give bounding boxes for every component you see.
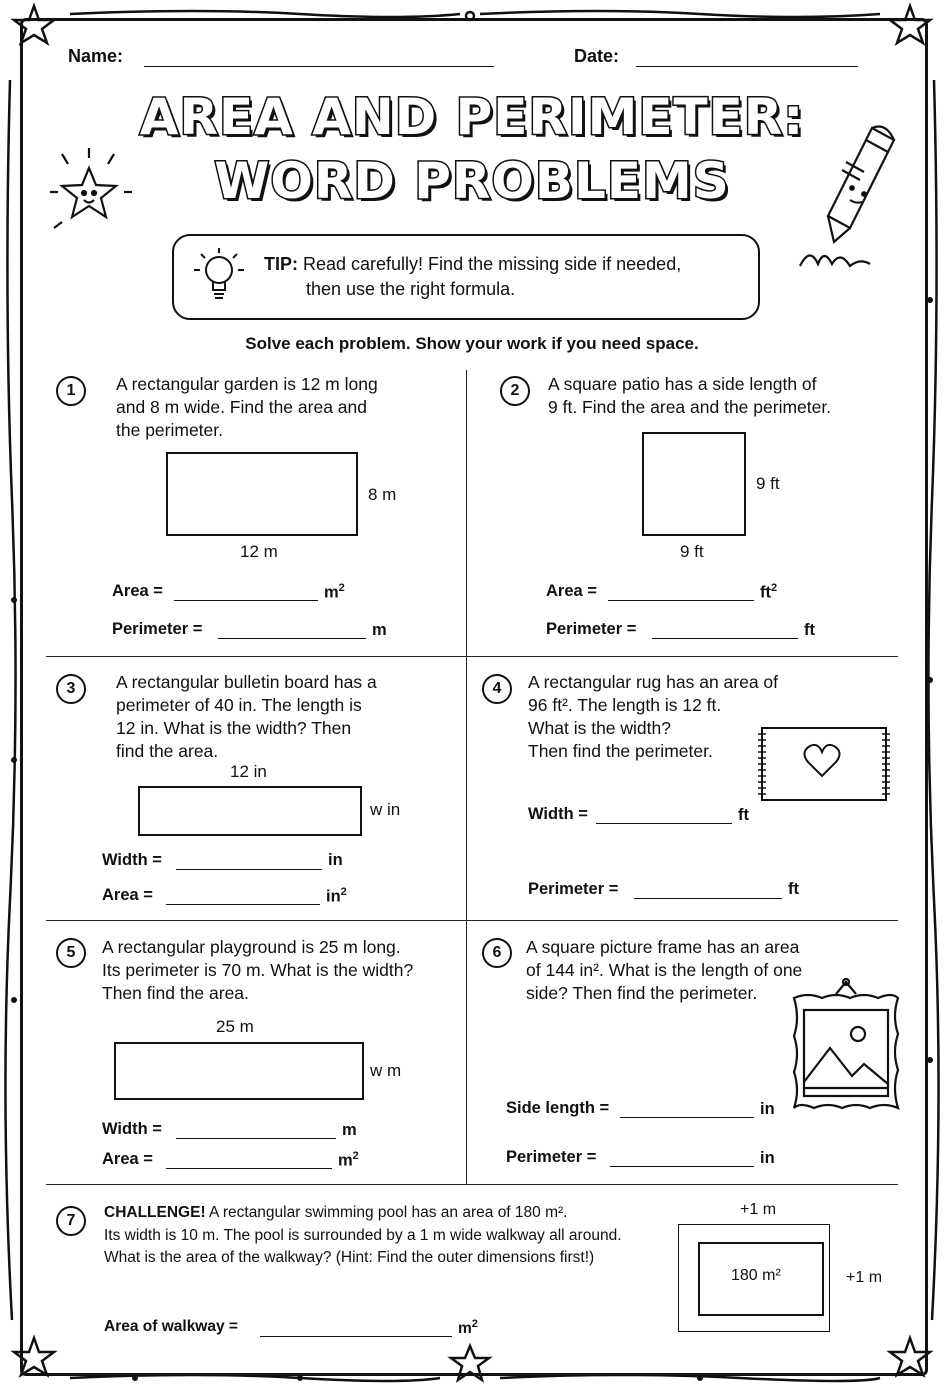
answer-label: Area of walkway = [104,1318,238,1335]
problem-number: 2 [500,376,530,406]
name-label: Name: [68,46,124,66]
problem-line: find the area. [116,741,219,761]
answer-blank[interactable] [596,823,732,824]
answer-label: Area = [102,1150,153,1168]
problem-line: Then find the area. [102,983,249,1003]
problem-line: side? Then find the perimeter. [526,983,758,1003]
row-divider [46,1184,898,1185]
answer-unit: in [760,1149,775,1167]
problem-line: What is the width? [528,718,671,738]
answer-blank[interactable] [620,1117,754,1118]
answer-unit: m [342,1121,357,1139]
dimension-label: 8 m [368,485,397,504]
answer-blank[interactable] [652,638,798,639]
answer-unit: in [760,1100,775,1118]
problem-line: A rectangular rug has an area of [528,672,779,692]
answer-label: Perimeter = [112,620,203,638]
dimension-label: 25 m [216,1017,254,1036]
problem-text [116,671,377,763]
answer-label: Area = [102,886,153,904]
problem-line: A square patio has a side length of [548,374,817,394]
answer-unit: m [372,621,387,639]
answer-blank[interactable] [610,1166,754,1167]
problem-number: 5 [56,938,86,968]
patio-square [642,432,746,536]
challenge-line1: A rectangular swimming pool has an area of 180 m². [205,1204,568,1221]
problem-text [102,936,413,1005]
answer-blank[interactable] [174,600,318,601]
pencil-icon [790,118,910,278]
challenge-line3: What is the area of the walkway? (Hint: Find the outer dimensions first!) [104,1249,595,1266]
rug-icon [756,722,892,806]
dimension-label: 9 ft [756,474,780,493]
lightbulb-icon [186,242,252,308]
page-title-line1: AREA AND PERIMETER: [139,88,805,146]
star-icon [890,1338,930,1375]
problem-line: 12 in. What is the width? Then [116,718,352,738]
problem-line: Its perimeter is 70 m. What is the width? [102,960,414,980]
dimension-label: w in [370,800,401,819]
challenge-lead: CHALLENGE! [104,1204,206,1221]
answer-blank[interactable] [176,1138,336,1139]
row-divider [46,656,898,657]
dimension-label: 9 ft [680,542,704,561]
tip-line2: then use the right formula. [306,279,516,299]
answer-label: Width = [528,805,588,823]
tip-label: TIP: [264,254,298,274]
answer-unit: in [328,851,343,869]
answer-unit: $m^2$ [324,582,345,602]
problem-number: 1 [56,376,86,406]
problem-number: 7 [56,1206,86,1236]
problem-line: 96 ft². The length is 12 ft. [528,695,722,715]
playground-rectangle [114,1042,364,1100]
star-icon [14,1338,54,1375]
problem-line: Then find the perimeter. [528,741,713,761]
column-divider [466,370,467,1184]
answer-unit: ft [804,621,815,639]
dimension-label: +1 m [846,1269,883,1286]
answer-label: Side length = [506,1099,610,1117]
date-field[interactable] [636,66,858,67]
picture-frame-icon [788,976,904,1116]
answer-unit: $ft^2$ [760,582,778,602]
problem-line: A rectangular bulletin board has a [116,672,377,692]
answer-blank[interactable] [608,600,754,601]
heart-icon [804,745,839,776]
name-field[interactable] [144,66,494,67]
problem-line: and 8 m wide. Find the area and [116,397,367,417]
star-icon [890,6,930,43]
dimension-label: w m [370,1061,402,1080]
problem-number: 6 [482,938,512,968]
answer-blank[interactable] [218,638,366,639]
answer-label: Area = [112,582,163,600]
answer-label: Width = [102,851,162,869]
answer-blank[interactable] [176,869,322,870]
problem-line: A rectangular garden is 12 m long [116,374,378,394]
problem-text [526,936,802,1005]
answer-blank[interactable] [260,1336,452,1337]
problem-text [528,671,778,763]
answer-label: Area = [546,582,597,600]
answer-blank[interactable] [166,1168,332,1169]
garden-rectangle [166,452,358,536]
star-icon [451,1346,489,1380]
smiling-star-icon [44,140,136,240]
problem-text [548,373,831,419]
tip-text [264,252,681,302]
answer-label: Width = [102,1120,162,1138]
answer-unit: $in^2$ [326,886,347,906]
challenge-text [104,1202,622,1270]
answer-unit: ft [738,806,749,824]
problem-number: 3 [56,674,86,704]
dimension-label: 12 m [240,542,278,561]
problem-line: the perimeter. [116,420,223,440]
date-label: Date: [574,46,620,66]
answer-blank[interactable] [634,898,782,899]
row-divider [46,920,898,921]
answer-unit: $m^2$ [458,1318,478,1338]
problem-line: A square picture frame has an area [526,937,800,957]
problem-number: 4 [482,674,512,704]
problem-text [116,373,378,442]
answer-label: Perimeter = [546,620,637,638]
answer-label: Perimeter = [528,880,619,898]
problem-line: 9 ft. Find the area and the perimeter. [548,397,832,417]
pool-area-label: 180 m² [731,1267,781,1284]
answer-unit: ft [788,880,799,898]
tip-line1: Read carefully! Find the missing side if needed, [298,254,682,274]
page-title-line2: WORD PROBLEMS [214,152,730,210]
dimension-label: 12 in [230,762,267,781]
answer-blank[interactable] [166,904,320,905]
answer-unit: $m^2$ [338,1150,359,1170]
star-icon [14,6,54,43]
dimension-label: +1 m [740,1201,777,1218]
challenge-line2: Its width is 10 m. The pool is surrounded by a 1 m wide walkway all around. [104,1226,622,1244]
bulletin-board-rectangle [138,786,362,836]
problem-line: A rectangular playground is 25 m long. [102,937,401,957]
instructions: Solve each problem. Show your work if you need space. [245,334,699,353]
problem-line: perimeter of 40 in. The length is [116,695,362,715]
answer-label: Perimeter = [506,1148,597,1166]
problem-line: of 144 in². What is the length of one [526,960,803,980]
